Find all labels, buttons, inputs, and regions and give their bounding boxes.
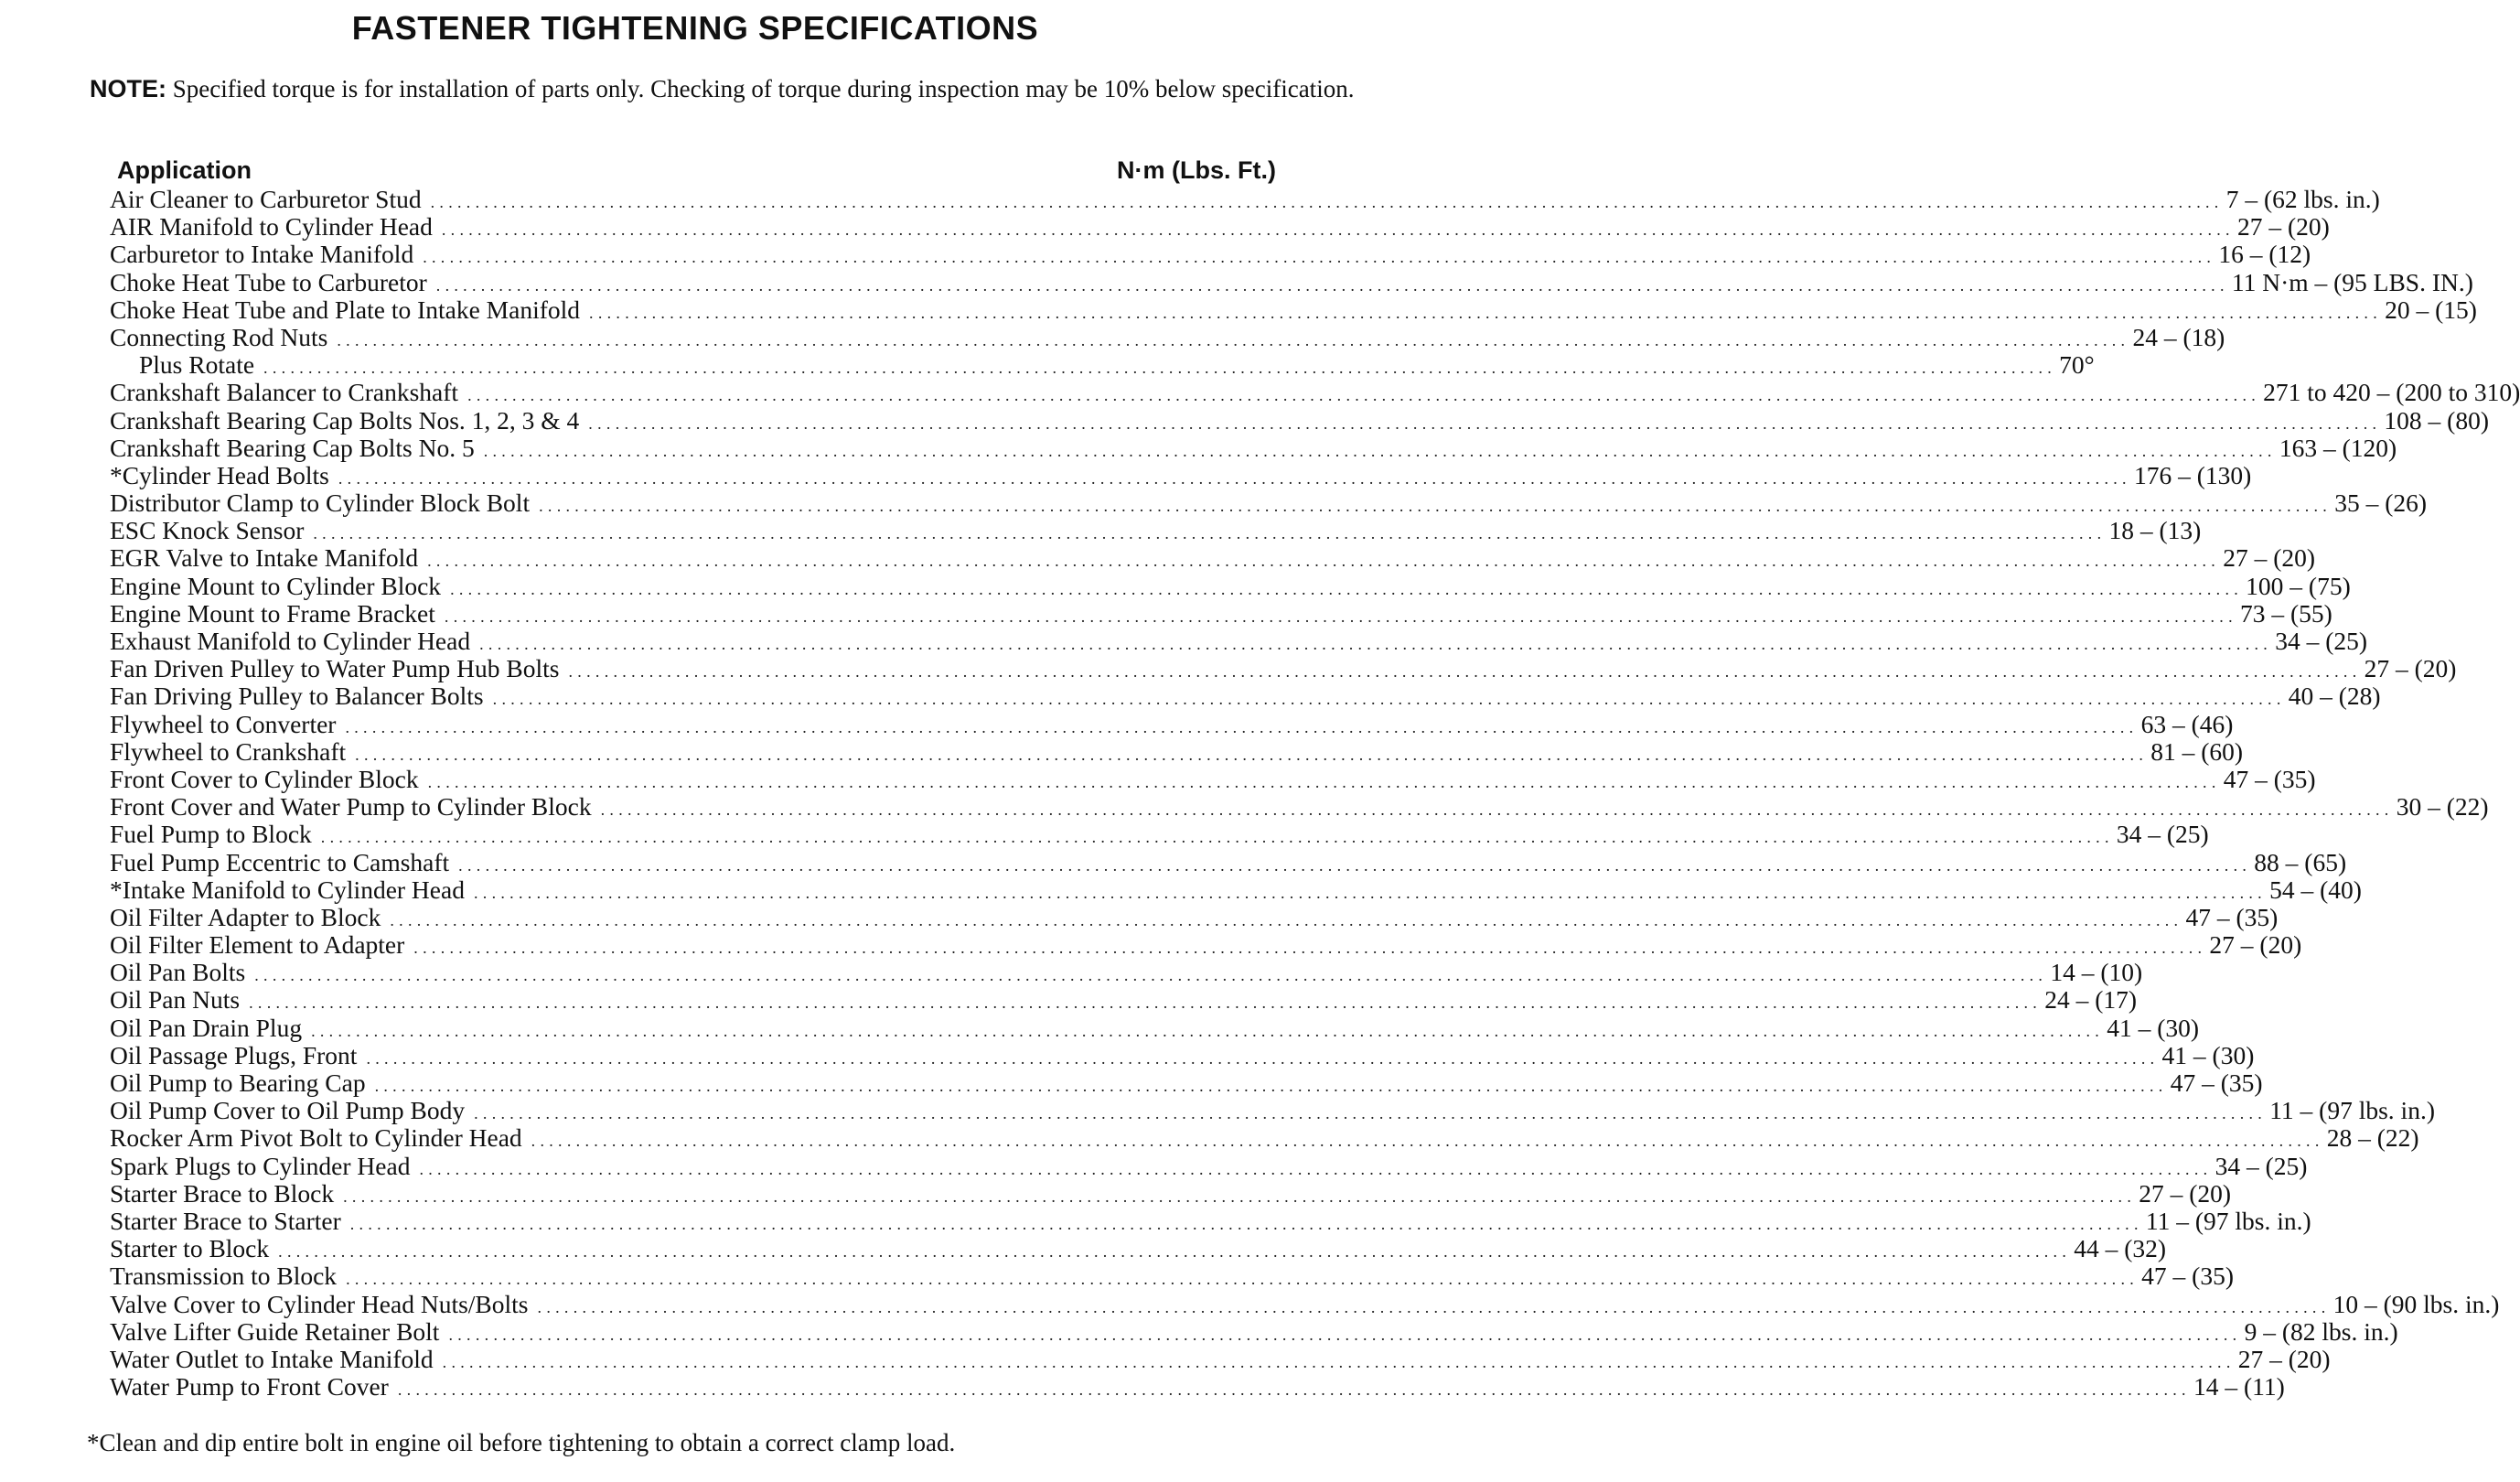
table-row: [110, 1151, 2308, 1180]
table-row: [110, 1096, 2435, 1125]
torque-cell: 27 – (20): [2209, 930, 2302, 960]
application-cell: Fuel Pump Eccentric to Camshaft: [110, 847, 450, 876]
table-row: [110, 709, 2234, 738]
table-row: [110, 1123, 2419, 1153]
table-row: [110, 1040, 2255, 1069]
torque-cell: 27 – (20): [2139, 1178, 2232, 1208]
torque-cell: 271 to 420 – (200 to 310): [2263, 378, 2520, 407]
torque-cell: 163 – (120): [2279, 433, 2397, 462]
dot-leader: . . . . . . . . . . . . . . . . . . . . . . . . . . . . . . . . . . . . . . . . . . . . . . . . . . . . . . . . . . . . . . . . . . . . . . . . . . . . . . . . . . . . . . . . . . . . . . . . . . . . . . . . . . . . . . . . . . . . . . . . . . . . . . . . . . . . . . . . . . . . . . . . . . . . . . . . . . . . . . . . . . . . . . . . . . . . . . . . . . . . . . . . . . . . . . . . . . . . . . . .: [355, 745, 2144, 764]
torque-cell: 27 – (20): [2236, 212, 2330, 242]
dot-leader: . . . . . . . . . . . . . . . . . . . . . . . . . . . . . . . . . . . . . . . . . . . . . . . . . . . . . . . . . . . . . . . . . . . . . . . . . . . . . . . . . . . . . . . . . . . . . . . . . . . . . . . . . . . . . . . . . . . . . . . . . . . . . . . . . . . . . . . . . . . . . . . . . . . . . . . . . . . . . . . . . . . . . . . . . . . . . . . . . . . . . . . . . . . . . . . . . . . . . . . .: [531, 1132, 2320, 1151]
torque-cell: 30 – (22): [2396, 792, 2489, 822]
table-row: [110, 295, 2477, 324]
table-row: [110, 1262, 2234, 1291]
table-row: [110, 682, 2381, 711]
header-application: Application: [117, 156, 252, 184]
table-row: [110, 847, 2347, 876]
table-row: [110, 930, 2302, 960]
table-rows: [110, 185, 2520, 1401]
table-row: [110, 212, 2330, 242]
footnote: *Clean and dip entire bolt in engine oil before tightening to obtain a correct clamp load.: [87, 1429, 956, 1456]
torque-cell: 9 – (82 lbs. in.): [2244, 1316, 2398, 1346]
application-cell: Transmission to Block: [110, 1262, 338, 1291]
table-row: [110, 1234, 2167, 1263]
application-cell: Crankshaft Bearing Cap Bolts No. 5: [110, 433, 475, 462]
application-cell: Choke Heat Tube and Plate to Intake Manifold: [110, 295, 581, 324]
application-cell: Front Cover and Water Pump to Cylinder Block: [110, 792, 592, 822]
torque-spec-table: [110, 156, 2520, 1401]
table-row: [110, 185, 2380, 213]
torque-cell: 54 – (40): [2269, 875, 2362, 904]
application-cell: Fan Driving Pulley to Balancer Bolts: [110, 682, 484, 711]
torque-cell: 63 – (46): [2140, 709, 2234, 738]
application-cell: Front Cover to Cylinder Block: [110, 764, 419, 793]
torque-cell: 88 – (65): [2254, 847, 2347, 876]
dot-leader: . . . . . . . . . . . . . . . . . . . . . . . . . . . . . . . . . . . . . . . . . . . . . . . . . . . . . . . . . . . . . . . . . . . . . . . . . . . . . . . . . . . . . . . . . . . . . . . . . . . . . . . . . . . . . . . . . . . . . . . . . . . . . . . . . . . . . . . . . . . . . . . . . . . . . . . . . . . . . . . . . . . . . . . . . . . . . . . . . . . . . . . . . . . . . . . . . . . . . . . .: [492, 690, 2281, 709]
dot-leader: . . . . . . . . . . . . . . . . . . . . . . . . . . . . . . . . . . . . . . . . . . . . . . . . . . . . . . . . . . . . . . . . . . . . . . . . . . . . . . . . . . . . . . . . . . . . . . . . . . . . . . . . . . . . . . . . . . . . . . . . . . . . . . . . . . . . . . . . . . . . . . . . . . . . . . . . . . . . . . . . . . . . . . . . . . . . . . . . . . . . . . . . . . . . . . . . . . . . . . . .: [278, 1242, 2067, 1262]
dot-leader: . . . . . . . . . . . . . . . . . . . . . . . . . . . . . . . . . . . . . . . . . . . . . . . . . . . . . . . . . . . . . . . . . . . . . . . . . . . . . . . . . . . . . . . . . . . . . . . . . . . . . . . . . . . . . . . . . . . . . . . . . . . . . . . . . . . . . . . . . . . . . . . . . . . . . . . . . . . . . . . . . . . . . . . . . . . . . . . . . . . . . . . . . . . . . . . . . . . . . . . .: [442, 1352, 2231, 1371]
table-row: [110, 460, 2252, 489]
table-row: [110, 875, 2362, 904]
application-cell: Crankshaft Bearing Cap Bolts Nos. 1, 2, 3 & 4: [110, 405, 580, 435]
application-cell: Water Pump to Front Cover: [110, 1372, 389, 1401]
application-cell: Oil Pan Bolts: [110, 958, 246, 987]
application-cell: Exhaust Manifold to Cylinder Head: [110, 627, 471, 655]
torque-cell: 34 – (25): [2116, 820, 2209, 849]
application-cell: Oil Filter Element to Adapter: [110, 930, 405, 960]
torque-cell: 14 – (10): [2050, 958, 2143, 987]
torque-cell: 35 – (26): [2334, 489, 2428, 518]
application-cell: Crankshaft Balancer to Crankshaft: [110, 378, 459, 407]
dot-leader: . . . . . . . . . . . . . . . . . . . . . . . . . . . . . . . . . . . . . . . . . . . . . . . . . . . . . . . . . . . . . . . . . . . . . . . . . . . . . . . . . . . . . . . . . . . . . . . . . . . . . . . . . . . . . . . . . . . . . . . . . . . . . . . . . . . . . . . . . . . . . . . . . . . . . . . . . . . . . . . . . . . . . . . . . . . . . . . . . . . . . . . . . . . . . . . . . . . . . . . .: [539, 497, 2328, 516]
table-row: [110, 378, 2520, 407]
application-cell: Flywheel to Crankshaft: [110, 736, 347, 766]
application-cell: *Intake Manifold to Cylinder Head: [110, 875, 465, 904]
note-text: Specified torque is for installation of parts only. Checking of torque during inspection may be 10% below specification.: [166, 75, 1355, 102]
application-cell: Starter Brace to Starter: [110, 1206, 341, 1235]
application-cell: AIR Manifold to Cylinder Head: [110, 212, 433, 242]
table-row: [110, 598, 2332, 628]
torque-cell: 24 – (17): [2044, 985, 2138, 1015]
dot-leader: . . . . . . . . . . . . . . . . . . . . . . . . . . . . . . . . . . . . . . . . . . . . . . . . . . . . . . . . . . . . . . . . . . . . . . . . . . . . . . . . . . . . . . . . . . . . . . . . . . . . . . . . . . . . . . . . . . . . . . . . . . . . . . . . . . . . . . . . . . . . . . . . . . . . . . . . . . . . . . . . . . . . . . . . . . . . . . . . . . . . . . . . . . . . . . . . . . . . . . . .: [435, 275, 2225, 295]
dot-leader: . . . . . . . . . . . . . . . . . . . . . . . . . . . . . . . . . . . . . . . . . . . . . . . . . . . . . . . . . . . . . . . . . . . . . . . . . . . . . . . . . . . . . . . . . . . . . . . . . . . . . . . . . . . . . . . . . . . . . . . . . . . . . . . . . . . . . . . . . . . . . . . . . . . . . . . . . . . . . . . . . . . . . . . . . . . . . . . . . . . . . . . . . . . . . . . . . . . . . . . .: [337, 330, 2126, 349]
dot-leader: . . . . . . . . . . . . . . . . . . . . . . . . . . . . . . . . . . . . . . . . . . . . . . . . . . . . . . . . . . . . . . . . . . . . . . . . . . . . . . . . . . . . . . . . . . . . . . . . . . . . . . . . . . . . . . . . . . . . . . . . . . . . . . . . . . . . . . . . . . . . . . . . . . . . . . . . . . . . . . . . . . . . . . . . . . . . . . . . . . . . . . . . . . . . . . . . . . . . . . . .: [589, 303, 2378, 322]
table-row: [110, 571, 2351, 600]
dot-leader: . . . . . . . . . . . . . . . . . . . . . . . . . . . . . . . . . . . . . . . . . . . . . . . . . . . . . . . . . . . . . . . . . . . . . . . . . . . . . . . . . . . . . . . . . . . . . . . . . . . . . . . . . . . . . . . . . . . . . . . . . . . . . . . . . . . . . . . . . . . . . . . . . . . . . . . . . . . . . . . . . . . . . . . . . . . . . . . . . . . . . . . . . . . . . . . . . . . . . . . .: [338, 468, 2127, 488]
dot-leader: . . . . . . . . . . . . . . . . . . . . . . . . . . . . . . . . . . . . . . . . . . . . . . . . . . . . . . . . . . . . . . . . . . . . . . . . . . . . . . . . . . . . . . . . . . . . . . . . . . . . . . . . . . . . . . . . . . . . . . . . . . . . . . . . . . . . . . . . . . . . . . . . . . . . . . . . . . . . . . . . . . . . . . . . . . . . . . . . . . . . . . . . . . . . . . . . . . . . . . . .: [600, 800, 2389, 820]
dot-leader: . . . . . . . . . . . . . . . . . . . . . . . . . . . . . . . . . . . . . . . . . . . . . . . . . . . . . . . . . . . . . . . . . . . . . . . . . . . . . . . . . . . . . . . . . . . . . . . . . . . . . . . . . . . . . . . . . . . . . . . . . . . . . . . . . . . . . . . . . . . . . . . . . . . . . . . . . . . . . . . . . . . . . . . . . . . . . . . . . . . . . . . . . . . . . . . . . . . . . . . .: [249, 993, 2038, 1013]
dot-leader: . . . . . . . . . . . . . . . . . . . . . . . . . . . . . . . . . . . . . . . . . . . . . . . . . . . . . . . . . . . . . . . . . . . . . . . . . . . . . . . . . . . . . . . . . . . . . . . . . . . . . . . . . . . . . . . . . . . . . . . . . . . . . . . . . . . . . . . . . . . . . . . . . . . . . . . . . . . . . . . . . . . . . . . . . . . . . . . . . . . . . . . . . . . . . . . . . . . . . . . .: [320, 828, 2109, 847]
torque-cell: 24 – (18): [2132, 322, 2225, 351]
table-row: [110, 489, 2428, 518]
note-label: NOTE:: [90, 75, 166, 102]
torque-cell: 108 – (80): [2384, 405, 2489, 435]
table-row: [110, 654, 2457, 683]
torque-cell: 47 – (35): [2141, 1262, 2234, 1291]
dot-leader: . . . . . . . . . . . . . . . . . . . . . . . . . . . . . . . . . . . . . . . . . . . . . . . . . . . . . . . . . . . . . . . . . . . . . . . . . . . . . . . . . . . . . . . . . . . . . . . . . . . . . . . . . . . . . . . . . . . . . . . . . . . . . . . . . . . . . . . . . . . . . . . . . . . . . . . . . . . . . . . . . . . . . . . . . . . . . . . . . . . . . . . . . . . . . . . . . . . . . . . .: [448, 1325, 2237, 1344]
table-row: [110, 543, 2316, 573]
table-row: [110, 820, 2209, 849]
application-cell: Oil Pan Drain Plug: [110, 1013, 303, 1042]
application-cell: Valve Cover to Cylinder Head Nuts/Bolts: [110, 1289, 529, 1318]
table-row: [110, 1206, 2311, 1235]
torque-cell: 14 – (11): [2193, 1372, 2285, 1401]
application-cell: Water Outlet to Intake Manifold: [110, 1344, 434, 1373]
dot-leader: . . . . . . . . . . . . . . . . . . . . . . . . . . . . . . . . . . . . . . . . . . . . . . . . . . . . . . . . . . . . . . . . . . . . . . . . . . . . . . . . . . . . . . . . . . . . . . . . . . . . . . . . . . . . . . . . . . . . . . . . . . . . . . . . . . . . . . . . . . . . . . . . . . . . . . . . . . . . . . . . . . . . . . . . . . . . . . . . . . . . . . . . . . . . . . . . . . . . . . . .: [343, 1187, 2132, 1206]
note-paragraph: [27, 75, 1363, 103]
dot-leader: . . . . . . . . . . . . . . . . . . . . . . . . . . . . . . . . . . . . . . . . . . . . . . . . . . . . . . . . . . . . . . . . . . . . . . . . . . . . . . . . . . . . . . . . . . . . . . . . . . . . . . . . . . . . . . . . . . . . . . . . . . . . . . . . . . . . . . . . . . . . . . . . . . . . . . . . . . . . . . . . . . . . . . . . . . . . . . . . . . . . . . . . . . . . . . . . . . . . . . . .: [254, 966, 2043, 985]
torque-cell: 70°: [2059, 350, 2095, 380]
table-row: [110, 1069, 2263, 1097]
application-cell: Oil Filter Adapter to Block: [110, 902, 381, 931]
dot-leader: . . . . . . . . . . . . . . . . . . . . . . . . . . . . . . . . . . . . . . . . . . . . . . . . . . . . . . . . . . . . . . . . . . . . . . . . . . . . . . . . . . . . . . . . . . . . . . . . . . . . . . . . . . . . . . . . . . . . . . . . . . . . . . . . . . . . . . . . . . . . . . . . . . . . . . . . . . . . . . . . . . . . . . . . . . . . . . . . . . . . . . . . . . . . . . . . . . . . . . . .: [427, 772, 2216, 791]
torque-cell: 28 – (22): [2326, 1123, 2419, 1153]
page-title: FASTENER TIGHTENING SPECIFICATIONS: [351, 9, 1039, 47]
torque-cell: 44 – (32): [2074, 1234, 2167, 1263]
header-torque: N·m (Lbs. Ft.): [1117, 156, 1276, 184]
application-cell: Fuel Pump to Block: [110, 820, 312, 849]
application-cell: Starter Brace to Block: [110, 1178, 335, 1208]
torque-cell: 18 – (13): [2108, 516, 2202, 545]
dot-leader: . . . . . . . . . . . . . . . . . . . . . . . . . . . . . . . . . . . . . . . . . . . . . . . . . . . . . . . . . . . . . . . . . . . . . . . . . . . . . . . . . . . . . . . . . . . . . . . . . . . . . . . . . . . . . . . . . . . . . . . . . . . . . . . . . . . . . . . . . . . . . . . . . . . . . . . . . . . . . . . . . . . . . . . . . . . . . . . . . . . . . . . . . . . . . . . . . . . . . . . .: [473, 883, 2263, 902]
dot-leader: . . . . . . . . . . . . . . . . . . . . . . . . . . . . . . . . . . . . . . . . . . . . . . . . . . . . . . . . . . . . . . . . . . . . . . . . . . . . . . . . . . . . . . . . . . . . . . . . . . . . . . . . . . . . . . . . . . . . . . . . . . . . . . . . . . . . . . . . . . . . . . . . . . . . . . . . . . . . . . . . . . . . . . . . . . . . . . . . . . . . . . . . . . . . . . . . . . . . . . . .: [458, 855, 2247, 875]
application-cell: Engine Mount to Cylinder Block: [110, 571, 442, 600]
table-row: [110, 958, 2143, 987]
torque-cell: 81 – (60): [2150, 736, 2244, 766]
table-row: [110, 736, 2244, 766]
dot-leader: . . . . . . . . . . . . . . . . . . . . . . . . . . . . . . . . . . . . . . . . . . . . . . . . . . . . . . . . . . . . . . . . . . . . . . . . . . . . . . . . . . . . . . . . . . . . . . . . . . . . . . . . . . . . . . . . . . . . . . . . . . . . . . . . . . . . . . . . . . . . . . . . . . . . . . . . . . . . . . . . . . . . . . . . . . . . . . . . . . . . . . . . . . . . . . . . . . . . . . . .: [479, 635, 2268, 653]
application-cell: Oil Pan Nuts: [110, 985, 241, 1015]
dot-leader: . . . . . . . . . . . . . . . . . . . . . . . . . . . . . . . . . . . . . . . . . . . . . . . . . . . . . . . . . . . . . . . . . . . . . . . . . . . . . . . . . . . . . . . . . . . . . . . . . . . . . . . . . . . . . . . . . . . . . . . . . . . . . . . . . . . . . . . . . . . . . . . . . . . . . . . . . . . . . . . . . . . . . . . . . . . . . . . . . . . . . . . . . . . . . . . . . . . . . . . .: [263, 359, 2053, 378]
application-cell: Rocker Arm Pivot Bolt to Cylinder Head: [110, 1123, 522, 1153]
torque-cell: 11 – (97 lbs. in.): [2145, 1206, 2311, 1235]
torque-cell: 27 – (20): [2237, 1344, 2331, 1373]
dot-leader: . . . . . . . . . . . . . . . . . . . . . . . . . . . . . . . . . . . . . . . . . . . . . . . . . . . . . . . . . . . . . . . . . . . . . . . . . . . . . . . . . . . . . . . . . . . . . . . . . . . . . . . . . . . . . . . . . . . . . . . . . . . . . . . . . . . . . . . . . . . . . . . . . . . . . . . . . . . . . . . . . . . . . . . . . . . . . . . . . . . . . . . . . . . . . . . . . . . . . . . .: [413, 939, 2203, 958]
dot-leader: . . . . . . . . . . . . . . . . . . . . . . . . . . . . . . . . . . . . . . . . . . . . . . . . . . . . . . . . . . . . . . . . . . . . . . . . . . . . . . . . . . . . . . . . . . . . . . . . . . . . . . . . . . . . . . . . . . . . . . . . . . . . . . . . . . . . . . . . . . . . . . . . . . . . . . . . . . . . . . . . . . . . . . . . . . . . . . . . . . . . . . . . . . . . . . . . . . . . . . . .: [427, 552, 2216, 571]
table-row: [110, 627, 2368, 655]
dot-leader: . . . . . . . . . . . . . . . . . . . . . . . . . . . . . . . . . . . . . . . . . . . . . . . . . . . . . . . . . . . . . . . . . . . . . . . . . . . . . . . . . . . . . . . . . . . . . . . . . . . . . . . . . . . . . . . . . . . . . . . . . . . . . . . . . . . . . . . . . . . . . . . . . . . . . . . . . . . . . . . . . . . . . . . . . . . . . . . . . . . . . . . . . . . . . . . . . . . . . . . .: [374, 1077, 2163, 1095]
application-cell: Engine Mount to Frame Bracket: [110, 598, 435, 628]
table-row: [110, 1013, 2200, 1042]
torque-cell: 47 – (35): [2185, 902, 2279, 931]
application-cell: *Cylinder Head Bolts: [110, 460, 329, 489]
dot-leader: . . . . . . . . . . . . . . . . . . . . . . . . . . . . . . . . . . . . . . . . . . . . . . . . . . . . . . . . . . . . . . . . . . . . . . . . . . . . . . . . . . . . . . . . . . . . . . . . . . . . . . . . . . . . . . . . . . . . . . . . . . . . . . . . . . . . . . . . . . . . . . . . . . . . . . . . . . . . . . . . . . . . . . . . . . . . . . . . . . . . . . . . . . . . . . . . . . . . . . . .: [313, 524, 2102, 543]
torque-cell: 40 – (28): [2288, 682, 2381, 711]
torque-cell: 11 – (97 lbs. in.): [2269, 1096, 2435, 1125]
table-row: [110, 267, 2473, 296]
dot-leader: . . . . . . . . . . . . . . . . . . . . . . . . . . . . . . . . . . . . . . . . . . . . . . . . . . . . . . . . . . . . . . . . . . . . . . . . . . . . . . . . . . . . . . . . . . . . . . . . . . . . . . . . . . . . . . . . . . . . . . . . . . . . . . . . . . . . . . . . . . . . . . . . . . . . . . . . . . . . . . . . . . . . . . . . . . . . . . . . . . . . . . . . . . . . . . . . . . . . . . . .: [444, 607, 2233, 626]
dot-leader: . . . . . . . . . . . . . . . . . . . . . . . . . . . . . . . . . . . . . . . . . . . . . . . . . . . . . . . . . . . . . . . . . . . . . . . . . . . . . . . . . . . . . . . . . . . . . . . . . . . . . . . . . . . . . . . . . . . . . . . . . . . . . . . . . . . . . . . . . . . . . . . . . . . . . . . . . . . . . . . . . . . . . . . . . . . . . . . . . . . . . . . . . . . . . . . . . . . . . . . .: [430, 193, 2219, 211]
dot-leader: . . . . . . . . . . . . . . . . . . . . . . . . . . . . . . . . . . . . . . . . . . . . . . . . . . . . . . . . . . . . . . . . . . . . . . . . . . . . . . . . . . . . . . . . . . . . . . . . . . . . . . . . . . . . . . . . . . . . . . . . . . . . . . . . . . . . . . . . . . . . . . . . . . . . . . . . . . . . . . . . . . . . . . . . . . . . . . . . . . . . . . . . . . . . . . . . . . . . . . . .: [423, 248, 2212, 267]
dot-leader: . . . . . . . . . . . . . . . . . . . . . . . . . . . . . . . . . . . . . . . . . . . . . . . . . . . . . . . . . . . . . . . . . . . . . . . . . . . . . . . . . . . . . . . . . . . . . . . . . . . . . . . . . . . . . . . . . . . . . . . . . . . . . . . . . . . . . . . . . . . . . . . . . . . . . . . . . . . . . . . . . . . . . . . . . . . . . . . . . . . . . . . . . . . . . . . . . . . . . . . .: [390, 910, 2179, 929]
table-row: [110, 985, 2138, 1015]
table-row: [110, 1289, 2500, 1318]
application-cell: Oil Pump Cover to Oil Pump Body: [110, 1096, 466, 1125]
torque-cell: 16 – (12): [2218, 240, 2311, 269]
application-cell: ESC Knock Sensor: [110, 516, 305, 545]
table-row: [110, 1316, 2398, 1346]
torque-cell: 11 N·m – (95 LBS. IN.): [2231, 267, 2473, 296]
table-row: [110, 322, 2225, 351]
application-cell: Valve Lifter Guide Retainer Bolt: [110, 1316, 440, 1346]
application-cell: Oil Passage Plugs, Front: [110, 1040, 358, 1069]
torque-cell: 34 – (25): [2214, 1151, 2308, 1180]
table-row: [110, 433, 2397, 462]
table-row: [110, 405, 2489, 435]
dot-leader: . . . . . . . . . . . . . . . . . . . . . . . . . . . . . . . . . . . . . . . . . . . . . . . . . . . . . . . . . . . . . . . . . . . . . . . . . . . . . . . . . . . . . . . . . . . . . . . . . . . . . . . . . . . . . . . . . . . . . . . . . . . . . . . . . . . . . . . . . . . . . . . . . . . . . . . . . . . . . . . . . . . . . . . . . . . . . . . . . . . . . . . . . . . . . . . . . . . . . . . .: [537, 1297, 2326, 1316]
table-row: [110, 516, 2202, 545]
table-row: [110, 764, 2316, 793]
application-cell: Distributor Clamp to Cylinder Block Bolt: [110, 489, 531, 518]
dot-leader: . . . . . . . . . . . . . . . . . . . . . . . . . . . . . . . . . . . . . . . . . . . . . . . . . . . . . . . . . . . . . . . . . . . . . . . . . . . . . . . . . . . . . . . . . . . . . . . . . . . . . . . . . . . . . . . . . . . . . . . . . . . . . . . . . . . . . . . . . . . . . . . . . . . . . . . . . . . . . . . . . . . . . . . . . . . . . . . . . . . . . . . . . . . . . . . . . . . . . . . .: [467, 386, 2257, 405]
dot-leader: . . . . . . . . . . . . . . . . . . . . . . . . . . . . . . . . . . . . . . . . . . . . . . . . . . . . . . . . . . . . . . . . . . . . . . . . . . . . . . . . . . . . . . . . . . . . . . . . . . . . . . . . . . . . . . . . . . . . . . . . . . . . . . . . . . . . . . . . . . . . . . . . . . . . . . . . . . . . . . . . . . . . . . . . . . . . . . . . . . . . . . . . . . . . . . . . . . . . . . . .: [397, 1380, 2186, 1400]
table-row: [110, 792, 2489, 822]
dot-leader: . . . . . . . . . . . . . . . . . . . . . . . . . . . . . . . . . . . . . . . . . . . . . . . . . . . . . . . . . . . . . . . . . . . . . . . . . . . . . . . . . . . . . . . . . . . . . . . . . . . . . . . . . . . . . . . . . . . . . . . . . . . . . . . . . . . . . . . . . . . . . . . . . . . . . . . . . . . . . . . . . . . . . . . . . . . . . . . . . . . . . . . . . . . . . . . . . . . . . . . .: [366, 1048, 2155, 1068]
table-row: [110, 902, 2279, 931]
application-cell: Spark Plugs to Cylinder Head: [110, 1151, 411, 1180]
torque-cell: 20 – (15): [2385, 295, 2477, 324]
application-cell: Oil Pump to Bearing Cap: [110, 1069, 366, 1097]
dot-leader: . . . . . . . . . . . . . . . . . . . . . . . . . . . . . . . . . . . . . . . . . . . . . . . . . . . . . . . . . . . . . . . . . . . . . . . . . . . . . . . . . . . . . . . . . . . . . . . . . . . . . . . . . . . . . . . . . . . . . . . . . . . . . . . . . . . . . . . . . . . . . . . . . . . . . . . . . . . . . . . . . . . . . . . . . . . . . . . . . . . . . . . . . . . . . . . . . . . . . . . .: [441, 220, 2230, 240]
application-cell: Carburetor to Intake Manifold: [110, 240, 414, 269]
application-cell: Choke Heat Tube to Carburetor: [110, 267, 427, 296]
torque-cell: 41 – (30): [2161, 1040, 2255, 1069]
dot-leader: . . . . . . . . . . . . . . . . . . . . . . . . . . . . . . . . . . . . . . . . . . . . . . . . . . . . . . . . . . . . . . . . . . . . . . . . . . . . . . . . . . . . . . . . . . . . . . . . . . . . . . . . . . . . . . . . . . . . . . . . . . . . . . . . . . . . . . . . . . . . . . . . . . . . . . . . . . . . . . . . . . . . . . . . . . . . . . . . . . . . . . . . . . . . . . . . . . . . . . . .: [474, 1104, 2263, 1123]
torque-cell: 73 – (55): [2240, 598, 2332, 628]
dot-leader: . . . . . . . . . . . . . . . . . . . . . . . . . . . . . . . . . . . . . . . . . . . . . . . . . . . . . . . . . . . . . . . . . . . . . . . . . . . . . . . . . . . . . . . . . . . . . . . . . . . . . . . . . . . . . . . . . . . . . . . . . . . . . . . . . . . . . . . . . . . . . . . . . . . . . . . . . . . . . . . . . . . . . . . . . . . . . . . . . . . . . . . . . . . . . . . . . . . . . . . .: [588, 413, 2377, 433]
application-cell: Connecting Rod Nuts: [110, 322, 328, 351]
table-row: [110, 240, 2311, 269]
torque-cell: 7 – (62 lbs. in.): [2225, 185, 2380, 213]
torque-cell: 100 – (75): [2246, 571, 2351, 600]
table-row: [110, 1178, 2232, 1208]
application-cell: Flywheel to Converter: [110, 709, 337, 738]
torque-cell: 47 – (35): [2170, 1069, 2263, 1097]
application-cell: Air Cleaner to Carburetor Stud: [110, 185, 422, 213]
dot-leader: . . . . . . . . . . . . . . . . . . . . . . . . . . . . . . . . . . . . . . . . . . . . . . . . . . . . . . . . . . . . . . . . . . . . . . . . . . . . . . . . . . . . . . . . . . . . . . . . . . . . . . . . . . . . . . . . . . . . . . . . . . . . . . . . . . . . . . . . . . . . . . . . . . . . . . . . . . . . . . . . . . . . . . . . . . . . . . . . . . . . . . . . . . . . . . . . . . . . . . . .: [419, 1159, 2208, 1178]
application-cell: Fan Driven Pulley to Water Pump Hub Bolts: [110, 654, 560, 683]
application-cell: Starter to Block: [110, 1234, 270, 1263]
dot-leader: . . . . . . . . . . . . . . . . . . . . . . . . . . . . . . . . . . . . . . . . . . . . . . . . . . . . . . . . . . . . . . . . . . . . . . . . . . . . . . . . . . . . . . . . . . . . . . . . . . . . . . . . . . . . . . . . . . . . . . . . . . . . . . . . . . . . . . . . . . . . . . . . . . . . . . . . . . . . . . . . . . . . . . . . . . . . . . . . . . . . . . . . . . . . . . . . . . . . . . . .: [568, 662, 2357, 682]
torque-cell: 47 – (35): [2223, 764, 2316, 793]
application-cell: Plus Rotate: [139, 350, 255, 380]
dot-leader: . . . . . . . . . . . . . . . . . . . . . . . . . . . . . . . . . . . . . . . . . . . . . . . . . . . . . . . . . . . . . . . . . . . . . . . . . . . . . . . . . . . . . . . . . . . . . . . . . . . . . . . . . . . . . . . . . . . . . . . . . . . . . . . . . . . . . . . . . . . . . . . . . . . . . . . . . . . . . . . . . . . . . . . . . . . . . . . . . . . . . . . . . . . . . . . . . . . . . . . .: [349, 1214, 2139, 1233]
torque-cell: 10 – (90 lbs. in.): [2332, 1289, 2500, 1318]
torque-cell: 176 – (130): [2133, 460, 2252, 489]
dot-leader: . . . . . . . . . . . . . . . . . . . . . . . . . . . . . . . . . . . . . . . . . . . . . . . . . . . . . . . . . . . . . . . . . . . . . . . . . . . . . . . . . . . . . . . . . . . . . . . . . . . . . . . . . . . . . . . . . . . . . . . . . . . . . . . . . . . . . . . . . . . . . . . . . . . . . . . . . . . . . . . . . . . . . . . . . . . . . . . . . . . . . . . . . . . . . . . . . . . . . . . .: [311, 1021, 2100, 1040]
table-row: [110, 350, 2095, 380]
dot-leader: . . . . . . . . . . . . . . . . . . . . . . . . . . . . . . . . . . . . . . . . . . . . . . . . . . . . . . . . . . . . . . . . . . . . . . . . . . . . . . . . . . . . . . . . . . . . . . . . . . . . . . . . . . . . . . . . . . . . . . . . . . . . . . . . . . . . . . . . . . . . . . . . . . . . . . . . . . . . . . . . . . . . . . . . . . . . . . . . . . . . . . . . . . . . . . . . . . . . . . . .: [450, 579, 2239, 598]
application-cell: EGR Valve to Intake Manifold: [110, 543, 419, 573]
table-header: [110, 156, 1276, 185]
torque-cell: 41 – (30): [2107, 1013, 2200, 1042]
table-row: [110, 1372, 2285, 1401]
table-row: [110, 1344, 2331, 1373]
dot-leader: . . . . . . . . . . . . . . . . . . . . . . . . . . . . . . . . . . . . . . . . . . . . . . . . . . . . . . . . . . . . . . . . . . . . . . . . . . . . . . . . . . . . . . . . . . . . . . . . . . . . . . . . . . . . . . . . . . . . . . . . . . . . . . . . . . . . . . . . . . . . . . . . . . . . . . . . . . . . . . . . . . . . . . . . . . . . . . . . . . . . . . . . . . . . . . . . . . . . . . . .: [345, 717, 2134, 736]
dot-leader: . . . . . . . . . . . . . . . . . . . . . . . . . . . . . . . . . . . . . . . . . . . . . . . . . . . . . . . . . . . . . . . . . . . . . . . . . . . . . . . . . . . . . . . . . . . . . . . . . . . . . . . . . . . . . . . . . . . . . . . . . . . . . . . . . . . . . . . . . . . . . . . . . . . . . . . . . . . . . . . . . . . . . . . . . . . . . . . . . . . . . . . . . . . . . . . . . . . . . . . .: [346, 1270, 2135, 1289]
torque-cell: 27 – (20): [2364, 654, 2457, 683]
torque-cell: 27 – (20): [2223, 543, 2316, 573]
dot-leader: . . . . . . . . . . . . . . . . . . . . . . . . . . . . . . . . . . . . . . . . . . . . . . . . . . . . . . . . . . . . . . . . . . . . . . . . . . . . . . . . . . . . . . . . . . . . . . . . . . . . . . . . . . . . . . . . . . . . . . . . . . . . . . . . . . . . . . . . . . . . . . . . . . . . . . . . . . . . . . . . . . . . . . . . . . . . . . . . . . . . . . . . . . . . . . . . . . . . . . . .: [483, 441, 2272, 460]
torque-cell: 34 – (25): [2275, 627, 2368, 655]
